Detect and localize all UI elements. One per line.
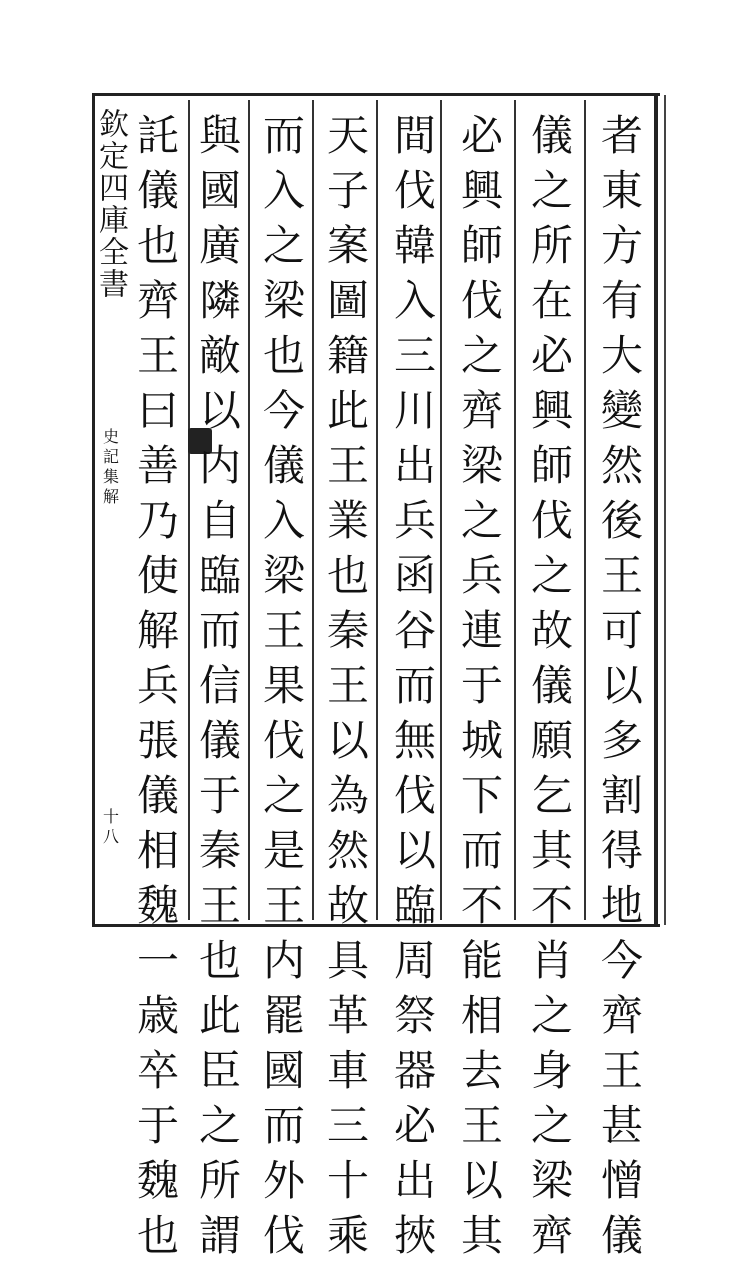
character: 于: [460, 661, 503, 710]
character: 以: [393, 826, 436, 875]
character: 無: [393, 716, 436, 765]
character: 在: [530, 276, 573, 325]
character: 入: [262, 496, 305, 545]
page-number: 十八: [100, 808, 120, 848]
character: 託: [136, 111, 179, 160]
character: 所: [198, 1156, 241, 1205]
character: 而: [262, 1101, 305, 1150]
character: 地: [600, 881, 643, 930]
character: 兵: [460, 551, 503, 600]
character: 儀: [600, 1211, 643, 1260]
character: 秦: [198, 826, 241, 875]
character: 内: [262, 936, 305, 985]
character: 谷: [393, 606, 436, 655]
character: 此: [326, 386, 369, 435]
character: 伐: [393, 771, 436, 820]
character: 國: [198, 166, 241, 215]
character: 而: [393, 661, 436, 710]
character: 信: [198, 661, 241, 710]
character: 王: [326, 661, 369, 710]
text-column-8: [136, 108, 180, 1263]
character: 儀: [136, 771, 179, 820]
character: 是: [262, 826, 305, 875]
column-rule: [376, 100, 378, 920]
character: 而: [198, 606, 241, 655]
character: 大: [600, 331, 643, 380]
text-column-7: [198, 108, 242, 1263]
character: 齊: [600, 991, 643, 1040]
character: 之: [262, 771, 305, 820]
character: 也: [136, 221, 179, 270]
character: 于: [198, 771, 241, 820]
character: 其: [530, 826, 573, 875]
character: 也: [136, 1211, 179, 1260]
character: 乘: [326, 1211, 369, 1260]
character: 兵: [393, 496, 436, 545]
character: 也: [326, 551, 369, 600]
character: 與: [198, 111, 241, 160]
character: 間: [393, 111, 436, 160]
character: 王: [262, 606, 305, 655]
character: 憎: [600, 1156, 643, 1205]
character: 儀: [136, 166, 179, 215]
text-column-5: [326, 108, 370, 1263]
character: 革: [326, 991, 369, 1040]
character: 挾: [393, 1211, 436, 1260]
character: 曰: [136, 386, 179, 435]
character: 今: [262, 386, 305, 435]
character: 乞: [530, 771, 573, 820]
character: 所: [530, 221, 573, 270]
character: 周: [393, 936, 436, 985]
collection-title: 欽定四庫全書: [93, 108, 128, 300]
character: 城: [460, 716, 503, 765]
frame-right-border-outer: [664, 95, 666, 925]
character: 王: [600, 551, 643, 600]
character: 去: [460, 1046, 503, 1095]
character: 齊: [460, 386, 503, 435]
character: 一: [136, 936, 179, 985]
character: 儀: [262, 441, 305, 490]
character: 梁: [530, 1156, 573, 1205]
character: 今: [600, 936, 643, 985]
character: 不: [460, 881, 503, 930]
character: 于: [136, 1101, 179, 1150]
character: 王: [460, 1101, 503, 1150]
character: 東: [600, 166, 643, 215]
character: 三: [393, 331, 436, 380]
character: 伐: [262, 716, 305, 765]
character: 必: [530, 331, 573, 380]
column-rule: [440, 100, 442, 920]
character: 伐: [460, 276, 503, 325]
character: 師: [530, 441, 573, 490]
character: 之: [530, 166, 573, 215]
character: 興: [460, 166, 503, 215]
character: 罷: [262, 991, 305, 1040]
character: 車: [326, 1046, 369, 1095]
character: 案: [326, 221, 369, 270]
margin-column: [92, 108, 128, 848]
character: 為: [326, 771, 369, 820]
text-column-6: [262, 108, 306, 1263]
character: 相: [136, 826, 179, 875]
character: 可: [600, 606, 643, 655]
character: 乃: [136, 496, 179, 545]
character: 之: [530, 991, 573, 1040]
text-column-1: [600, 108, 644, 1263]
character: 内: [198, 441, 241, 490]
character: 後: [600, 496, 643, 545]
column-rule: [188, 100, 190, 920]
character: 割: [600, 771, 643, 820]
character: 必: [393, 1101, 436, 1150]
character: 伐: [530, 496, 573, 545]
character: 儀: [530, 111, 573, 160]
character: 川: [393, 386, 436, 435]
character: 天: [326, 111, 369, 160]
character: 梁: [262, 551, 305, 600]
character: 之: [460, 331, 503, 380]
character: 變: [600, 386, 643, 435]
column-rule: [312, 100, 314, 920]
character: 以: [460, 1156, 503, 1205]
character: 以: [326, 716, 369, 765]
character: 王: [326, 441, 369, 490]
character: 業: [326, 496, 369, 545]
character: 卒: [136, 1046, 179, 1095]
character: 下: [460, 771, 503, 820]
book-title: 史記集解: [100, 428, 120, 508]
character: 之: [262, 221, 305, 270]
text-column-2: [530, 108, 574, 1263]
character: 齊: [136, 276, 179, 325]
character: 方: [600, 221, 643, 270]
character: 伐: [393, 166, 436, 215]
character: 故: [326, 881, 369, 930]
character: 齊: [530, 1211, 573, 1260]
character: 也: [198, 936, 241, 985]
character: 伐: [262, 1211, 305, 1260]
character: 多: [600, 716, 643, 765]
character: 然: [600, 441, 643, 490]
character: 自: [198, 496, 241, 545]
character: 願: [530, 716, 573, 765]
character: 之: [198, 1101, 241, 1150]
character: 韓: [393, 221, 436, 270]
column-rule: [584, 100, 586, 920]
character: 入: [393, 276, 436, 325]
character: 具: [326, 936, 369, 985]
character: 十: [326, 1156, 369, 1205]
character: 其: [460, 1211, 503, 1260]
character: 必: [460, 111, 503, 160]
character: 臨: [198, 551, 241, 600]
character: 歳: [136, 991, 179, 1040]
character: 而: [460, 826, 503, 875]
character: 王: [198, 881, 241, 930]
character: 之: [530, 551, 573, 600]
character: 籍: [326, 331, 369, 380]
character: 而: [262, 111, 305, 160]
text-column-4: [393, 108, 437, 1263]
character: 王: [262, 881, 305, 930]
character: 果: [262, 661, 305, 710]
character: 入: [262, 166, 305, 215]
character: 然: [326, 826, 369, 875]
character: 以: [600, 661, 643, 710]
character: 解: [136, 606, 179, 655]
character: 臨: [393, 881, 436, 930]
character: 梁: [262, 276, 305, 325]
character: 子: [326, 166, 369, 215]
character: 三: [326, 1101, 369, 1150]
character: 之: [530, 1101, 573, 1150]
character: 魏: [136, 1156, 179, 1205]
character: 臣: [198, 1046, 241, 1095]
character: 器: [393, 1046, 436, 1095]
character: 師: [460, 221, 503, 270]
character: 出: [393, 1156, 436, 1205]
character: 敵: [198, 331, 241, 380]
character: 出: [393, 441, 436, 490]
column-rule: [248, 100, 250, 920]
character: 善: [136, 441, 179, 490]
character: 隣: [198, 276, 241, 325]
character: 有: [600, 276, 643, 325]
character: 使: [136, 551, 179, 600]
character: 謂: [198, 1211, 241, 1260]
character: 能: [460, 936, 503, 985]
character: 祭: [393, 991, 436, 1040]
character: 秦: [326, 606, 369, 655]
character: 不: [530, 881, 573, 930]
character: 梁: [460, 441, 503, 490]
character: 興: [530, 386, 573, 435]
character: 以: [198, 386, 241, 435]
text-column-3: [460, 108, 504, 1263]
character: 也: [262, 331, 305, 380]
character: 得: [600, 826, 643, 875]
character: 魏: [136, 881, 179, 930]
character: 國: [262, 1046, 305, 1095]
character: 王: [600, 1046, 643, 1095]
character: 儀: [530, 661, 573, 710]
character: 儀: [198, 716, 241, 765]
character: 之: [460, 496, 503, 545]
character: 王: [136, 331, 179, 380]
character: 兵: [136, 661, 179, 710]
character: 甚: [600, 1101, 643, 1150]
character: 此: [198, 991, 241, 1040]
character: 廣: [198, 221, 241, 270]
character: 故: [530, 606, 573, 655]
character: 連: [460, 606, 503, 655]
character: 外: [262, 1156, 305, 1205]
frame-right-border: [654, 93, 658, 927]
character: 者: [600, 111, 643, 160]
character: 身: [530, 1046, 573, 1095]
character: 肖: [530, 936, 573, 985]
character: 函: [393, 551, 436, 600]
column-rule: [514, 100, 516, 920]
character: 相: [460, 991, 503, 1040]
character: 張: [136, 716, 179, 765]
character: 圖: [326, 276, 369, 325]
